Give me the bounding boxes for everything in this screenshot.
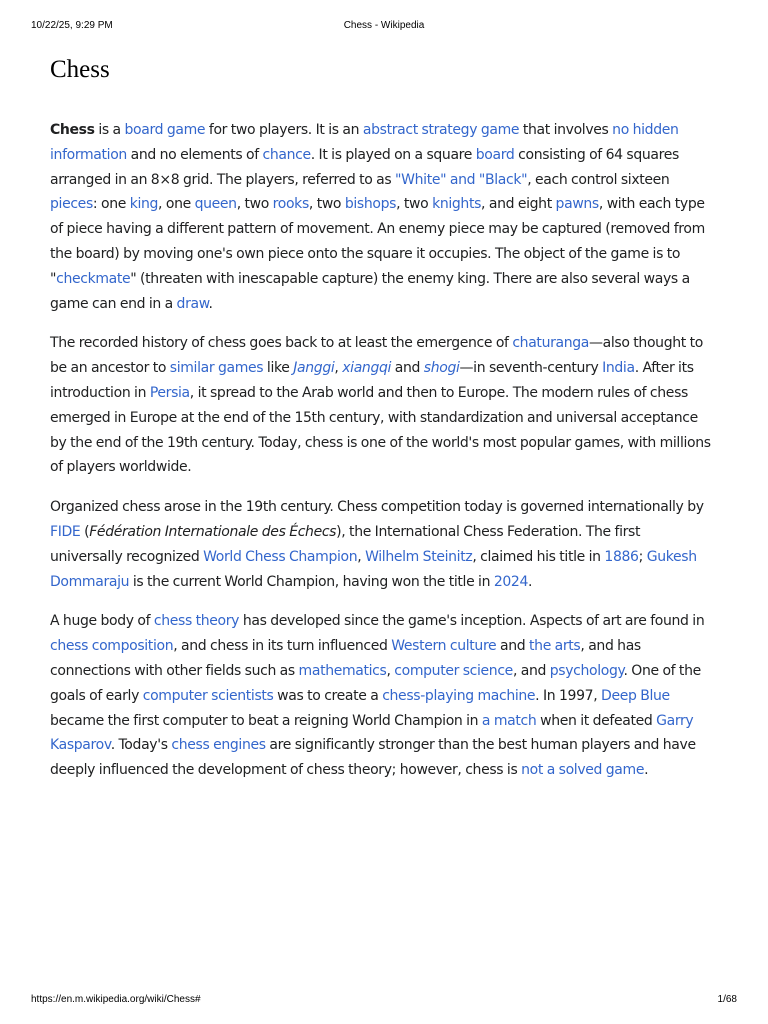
text-span: is the current World Champion, having won the title in bbox=[129, 573, 494, 590]
text-span: " (threaten with inescapable capture) the enemy king. There are also several ways a game can end in a bbox=[50, 270, 690, 312]
print-header bbox=[0, 20, 768, 34]
link-india[interactable]: India bbox=[602, 360, 635, 377]
link-mathematics[interactable]: mathematics bbox=[298, 662, 387, 679]
intro-paragraph-3 bbox=[50, 495, 716, 594]
link-western-culture[interactable]: Western culture bbox=[391, 638, 497, 655]
text-span: , bbox=[386, 662, 395, 679]
text-span: ), the International Chess Federation. The first universally recognized bbox=[50, 523, 641, 565]
link-pieces[interactable]: pieces bbox=[50, 196, 93, 213]
text-span: has developed since the game's inception. Aspects of art are found in bbox=[239, 613, 705, 630]
text-span: and no elements of bbox=[126, 146, 263, 163]
text-span: , and has connections with other fields such as bbox=[50, 638, 641, 679]
link-pawns[interactable]: pawns bbox=[555, 196, 599, 213]
link-chess-composition[interactable]: chess composition bbox=[50, 638, 174, 655]
link-not-a-solved-game[interactable]: not a solved game bbox=[521, 762, 645, 779]
link-chess-playing-machine[interactable]: chess-playing machine bbox=[382, 687, 536, 704]
text-span: . It is played on a square bbox=[310, 146, 476, 163]
link-world-chess-champion[interactable]: World Chess Champion bbox=[203, 548, 358, 565]
text-span: when it defeated bbox=[536, 712, 657, 729]
link-draw[interactable]: draw bbox=[176, 295, 209, 312]
link-persia[interactable]: Persia bbox=[149, 384, 190, 401]
text-span: consisting of 64 squares arranged in an 8×8 grid. The players, referred to as bbox=[50, 146, 679, 188]
link-xiangqi[interactable]: xiangqi bbox=[342, 360, 392, 377]
text-span: , each control sixteen bbox=[527, 171, 670, 188]
link-a-match[interactable]: a match bbox=[481, 712, 537, 729]
link-chess-engines[interactable]: chess engines bbox=[171, 737, 266, 754]
text-span: for two players. It is an bbox=[205, 122, 363, 138]
intro-paragraph-2 bbox=[50, 331, 716, 480]
link-computer-science[interactable]: computer science bbox=[394, 662, 513, 679]
text-span: . bbox=[208, 295, 213, 312]
link-psychology[interactable]: psychology bbox=[549, 662, 624, 679]
intro-paragraph-1 bbox=[50, 118, 716, 316]
print-footer bbox=[0, 994, 768, 1008]
link-chance[interactable]: chance bbox=[262, 146, 311, 163]
article-title: Chess bbox=[50, 56, 110, 83]
text-span: and bbox=[391, 360, 424, 377]
text-span: , and eight bbox=[481, 196, 556, 213]
link-garry-kasparov[interactable]: Garry Kasparov bbox=[50, 712, 694, 754]
text-span: and bbox=[496, 638, 530, 655]
text-span: , and bbox=[512, 662, 550, 679]
text-span: that involves bbox=[519, 122, 613, 138]
text-span: , claimed his title in bbox=[472, 548, 605, 565]
text-span: , with each type of piece having a different pattern of movement. An enemy piece may be captured (removed from the board) by moving one's own piece onto the square it occupies. The object of the game is to " bbox=[50, 196, 705, 287]
link-rooks[interactable]: rooks bbox=[272, 196, 309, 213]
text-span: . Today's bbox=[110, 737, 172, 754]
link-deep-blue[interactable]: Deep Blue bbox=[601, 687, 670, 704]
text-span: is a bbox=[94, 122, 125, 138]
text-span: ( bbox=[80, 523, 90, 540]
link-chaturanga[interactable]: chaturanga bbox=[512, 335, 590, 352]
print-page-title: Chess - Wikipedia bbox=[343, 20, 425, 31]
text-span: , two bbox=[308, 196, 345, 213]
link-shogi[interactable]: shogi bbox=[423, 360, 460, 377]
text-span: : one bbox=[92, 196, 130, 213]
text-span: , and chess in its turn influenced bbox=[173, 638, 392, 655]
intro-paragraph-4 bbox=[50, 609, 716, 783]
text-span: A huge body of bbox=[50, 613, 154, 630]
text-span: —also thought to be an ancestor to bbox=[50, 335, 703, 377]
text-span: are significantly stronger than the best human players and have deeply influenced the development of chess theory; however, chess is bbox=[50, 737, 696, 779]
text-span: The recorded history of chess goes back to at least the emergence of bbox=[50, 335, 513, 352]
text-span: , two bbox=[396, 196, 433, 213]
french-name: Fédération Internationale des Échecs bbox=[89, 523, 337, 540]
text-span: , it spread to the Arab world and then to Europe. The modern rules of chess emerged in Europe at the end of the 15th century, with standardization and universal acceptance by the end of the 19th century. Today, chess is one of the world's most popular games, with millions of players worldwide. bbox=[50, 384, 711, 476]
link-gukesh-dommaraju[interactable]: Gukesh Dommaraju bbox=[50, 548, 697, 590]
text-span: . One of the goals of early bbox=[50, 662, 701, 704]
text-span: was to create a bbox=[273, 687, 383, 704]
print-page-count: 1/68 bbox=[717, 994, 737, 1005]
print-datetime: 10/22/25, 9:29 PM bbox=[31, 20, 113, 31]
link-2024[interactable]: 2024 bbox=[493, 573, 529, 590]
text-span: , bbox=[334, 360, 343, 377]
text-span: ; bbox=[638, 548, 647, 565]
link-board-game[interactable]: board game bbox=[124, 122, 206, 138]
text-span: . After its introduction in bbox=[50, 360, 694, 401]
link-similar-games[interactable]: similar games bbox=[169, 360, 264, 377]
text-span: , bbox=[357, 548, 366, 565]
link-janggi[interactable]: Janggi bbox=[293, 360, 335, 377]
link-bishops[interactable]: bishops bbox=[344, 196, 397, 213]
text-span: Organized chess arose in the 19th century. Chess competition today is governed internationally by bbox=[50, 499, 704, 516]
article-body bbox=[50, 118, 716, 798]
link-no-hidden-information[interactable]: no hidden information bbox=[50, 122, 679, 163]
link-knights[interactable]: knights bbox=[432, 196, 482, 213]
text-span: became the first computer to beat a reigning World Champion in bbox=[50, 712, 482, 729]
link-white-and-black[interactable]: "White" and "Black" bbox=[395, 171, 528, 188]
link-wilhelm-steinitz[interactable]: Wilhelm Steinitz bbox=[365, 548, 473, 565]
text-span: . bbox=[644, 762, 649, 779]
link-chess-theory[interactable]: chess theory bbox=[153, 613, 240, 630]
link-the-arts[interactable]: the arts bbox=[529, 638, 581, 655]
link-1886[interactable]: 1886 bbox=[604, 548, 639, 565]
text-span: , two bbox=[236, 196, 273, 213]
link-board[interactable]: board bbox=[475, 146, 515, 163]
text-span: —in seventh-century bbox=[459, 360, 603, 377]
print-url: https://en.m.wikipedia.org/wiki/Chess# bbox=[31, 994, 201, 1005]
text-span: . In 1997, bbox=[535, 687, 602, 704]
link-checkmate[interactable]: checkmate bbox=[56, 270, 131, 287]
link-abstract-strategy-game[interactable]: abstract strategy game bbox=[362, 122, 520, 138]
text-span: , one bbox=[158, 196, 195, 213]
link-king[interactable]: king bbox=[129, 196, 159, 213]
link-computer-scientists[interactable]: computer scientists bbox=[142, 687, 274, 704]
bold-term: Chess bbox=[50, 122, 95, 138]
text-span: . bbox=[528, 573, 533, 590]
link-fide[interactable]: FIDE bbox=[50, 523, 81, 540]
text-span: like bbox=[263, 360, 294, 377]
link-queen[interactable]: queen bbox=[194, 196, 237, 213]
